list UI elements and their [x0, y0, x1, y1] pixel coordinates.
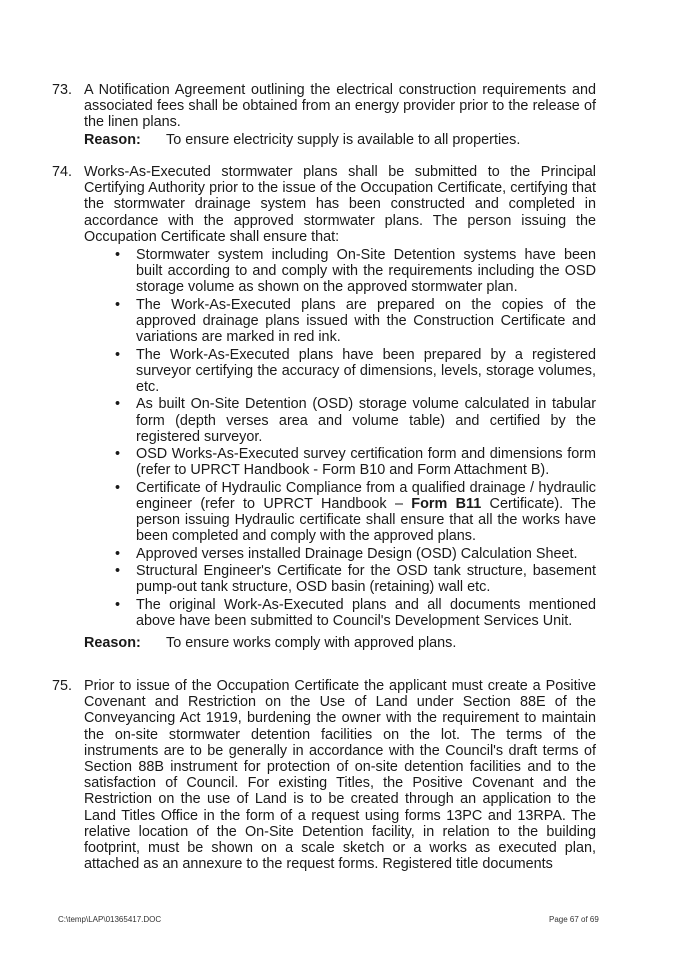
list-item: • The original Work-As-Executed plans and all documents mentioned above have been submitted to Council's Development Services Unit. — [115, 596, 596, 629]
bullet-icon: • — [115, 446, 121, 463]
list-item: • The Work-As-Executed plans are prepared on the copies of the approved drainage plans issued with the Construction Certificate and variations are marked in red ink. — [115, 296, 596, 346]
list-item: • The Work-As-Executed plans have been prepared by a registered surveyor certifying the accuracy of dimensions, levels, storage volumes, etc. — [115, 346, 596, 396]
reason-text: To ensure electricity supply is available to all properties. — [166, 131, 521, 148]
reason-row — [84, 635, 596, 651]
list-item: • Stormwater system including On-Site Detention systems have been built according to and comply with the requirements including the OSD storage volume as shown on the approved stormwater plan. — [115, 247, 596, 296]
list-item: • Certificate of Hydraulic Compliance from a qualified drainage / hydraulic engineer (refer to UPRCT Handbook – Form B11 Certificate). The person issuing Hydraulic certificate shall ensure that all the works have been completed and comply with the approved plans. — [115, 479, 596, 545]
bullet-icon: • — [115, 346, 121, 363]
list-item: • Structural Engineer's Certificate for the OSD tank structure, basement pump-out tank structure, OSD basin (retaining) wall etc. — [115, 563, 596, 596]
footer-page-number: Page 67 of 69 — [549, 915, 599, 924]
requirements-list — [84, 247, 596, 629]
reason-label: Reason: — [84, 131, 141, 148]
condition-75 — [52, 678, 596, 873]
condition-text: A Notification Agreement outlining the electrical construction requirements and associated fees shall be obtained from an energy provider prior to the release of the linen plans. — [84, 82, 596, 131]
list-item: • As built On-Site Detention (OSD) storage volume calculated in tabular form (depth verses area and volume table) and certified by the registered surveyor. — [115, 396, 596, 445]
condition-number: 75. — [52, 678, 73, 694]
list-item: • OSD Works-As-Executed survey certification form and dimensions form (refer to UPRCT Handbook - Form B10 and Form Attachment B). — [115, 446, 596, 479]
condition-text: Works-As-Executed stormwater plans shall be submitted to the Principal Certifying Authority prior to the issue of the Occupation Certificate, certifying that the stormwater drainage system has been constructed and completed in accordance with the approved stormwater plans. The person issuing the Occupation Certificate shall ensure that: — [84, 164, 596, 245]
bullet-icon: • — [115, 396, 121, 413]
condition-73 — [52, 82, 596, 148]
condition-number: 73. — [52, 82, 73, 98]
bullet-icon: • — [115, 479, 121, 496]
condition-74 — [52, 164, 596, 652]
form-b11-reference: Form B11 — [411, 496, 482, 512]
list-item: • Approved verses installed Drainage Design (OSD) Calculation Sheet. — [115, 545, 578, 562]
bullet-icon: • — [115, 545, 121, 562]
reason-label: Reason: — [84, 635, 141, 652]
footer-file-path: C:\temp\LAP\01365417.DOC — [58, 915, 162, 924]
bullet-icon: • — [115, 296, 121, 313]
bullet-icon: • — [115, 247, 121, 264]
reason-row — [84, 132, 596, 148]
bullet-icon: • — [115, 596, 121, 613]
condition-number: 74. — [52, 164, 73, 180]
condition-text: Prior to issue of the Occupation Certificate the applicant must create a Positive Covenant and Restriction on the Use of Land under Section 88E of the Conveyancing Act 1919, burdening the owner with the requirement to maintain the on-site stormwater detention facilities on the lot. The terms of the instruments are to be generally in accordance with the Council's draft terms of Section 88B instrument for protection of on-site detention facilities and to the satisfaction of Council. For existing Titles, the Positive Covenant and the Restriction on the use of Land is to be created through an application to the Land Titles Office in the form of a request using forms 13PC and 13RPA. The relative location of the On-Site Detention facility, in relation to the building footprint, must be shown on a scale sketch or a works as executed plan, attached as an annexure to the request forms. Registered title documents — [84, 678, 596, 873]
reason-text: To ensure works comply with approved plans. — [166, 635, 457, 652]
bullet-icon: • — [115, 563, 121, 580]
